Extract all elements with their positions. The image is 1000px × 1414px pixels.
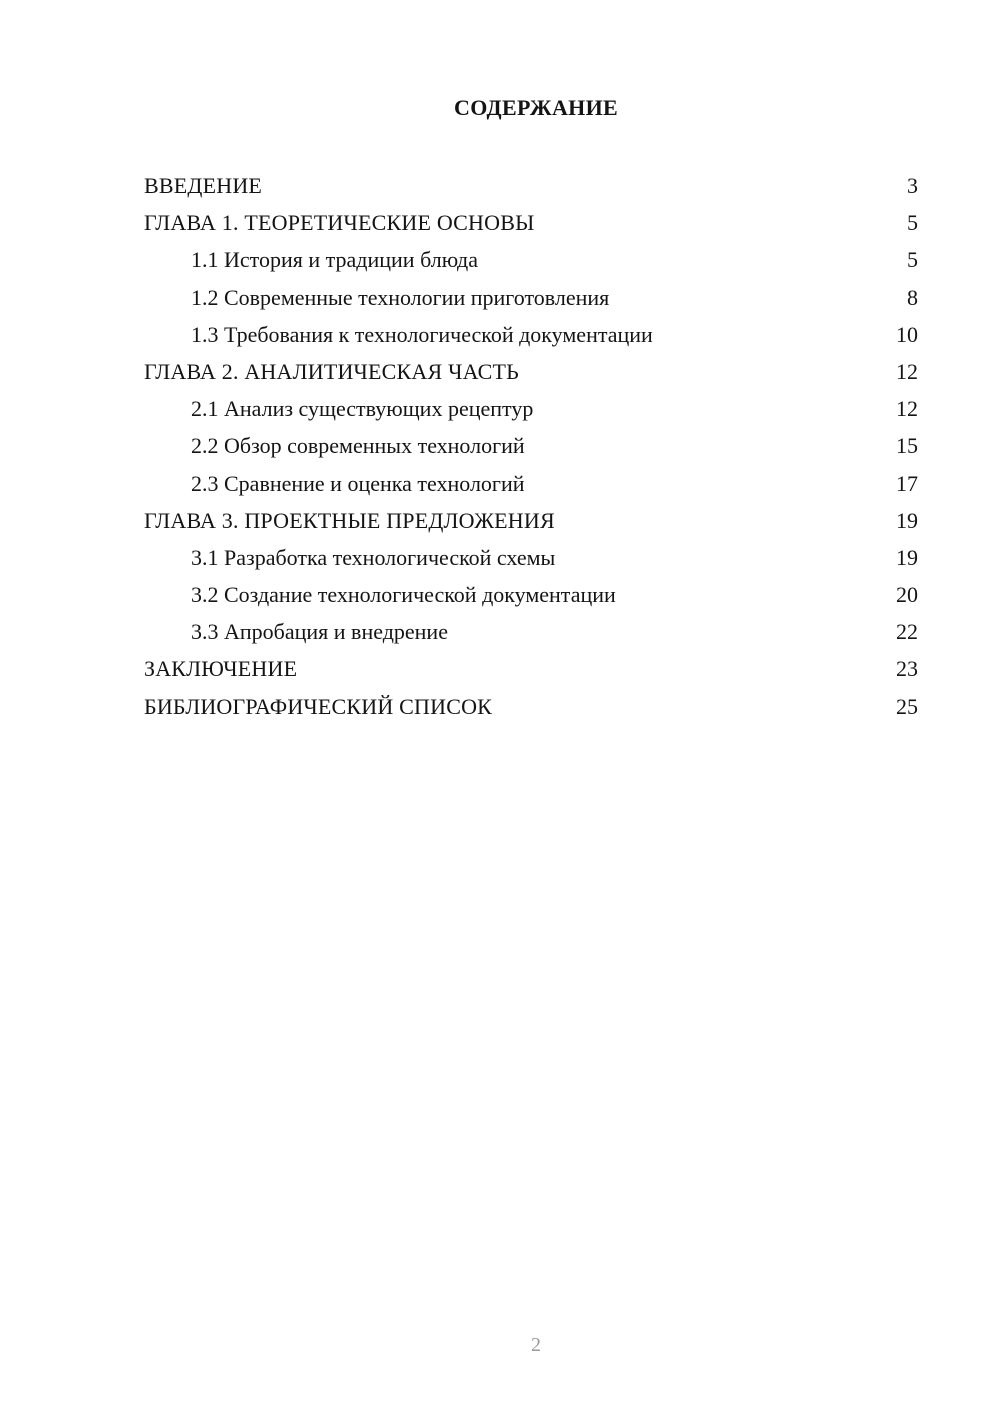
toc-entry-page: 19 — [896, 507, 918, 533]
toc-entry-section-3-2[interactable] — [144, 576, 918, 613]
toc-entry-section-3-3[interactable] — [144, 613, 918, 650]
toc-entry-page: 23 — [896, 656, 918, 682]
toc-entry-text: 3.1 Разработка технологической схемы — [191, 544, 556, 570]
toc-entry-text: 1.2 Современные технологии приготовления — [191, 284, 610, 310]
toc-entry-conclusion[interactable] — [144, 650, 918, 687]
toc-entry-page: 12 — [896, 358, 918, 384]
toc-entry-text: ГЛАВА 2. АНАЛИТИЧЕСКАЯ ЧАСТЬ — [144, 358, 519, 384]
toc-entry-text: 2.3 Сравнение и оценка технологий — [191, 470, 525, 496]
toc-entry-page: 12 — [896, 396, 918, 422]
toc-entry-page: 25 — [896, 693, 918, 719]
toc-entry-text: 2.1 Анализ существующих рецептур — [191, 396, 534, 422]
toc-entry-chapter-2[interactable] — [144, 353, 918, 390]
toc-entry-text: ВВЕДЕНИЕ — [144, 173, 263, 198]
toc-entry-text: 1.1 История и традиции блюда — [191, 247, 478, 273]
toc-entry-text: ЗАКЛЮЧЕНИЕ — [144, 656, 298, 682]
toc-entry-text: ГЛАВА 3. ПРОЕКТНЫЕ ПРЕДЛОЖЕНИЯ — [144, 507, 555, 533]
toc-entry-page: 22 — [896, 619, 918, 645]
toc-entry-section-1-2[interactable] — [144, 279, 918, 316]
toc-entry-section-2-2[interactable] — [144, 427, 918, 464]
toc-entry-section-1-3[interactable] — [144, 316, 918, 353]
toc-entry-page: 17 — [896, 470, 918, 496]
toc-entry-section-2-3[interactable] — [144, 465, 918, 502]
toc-entry-text: 3.2 Создание технологической документации — [191, 582, 616, 608]
toc-entry-chapter-3[interactable] — [144, 502, 918, 539]
toc-entry-bibliography[interactable] — [144, 688, 918, 725]
toc-entry-page: 20 — [896, 582, 918, 608]
toc-entry-text: 3.3 Апробация и внедрение — [191, 619, 448, 645]
toc-entry-section-3-1[interactable] — [144, 539, 918, 576]
page-number: 2 — [531, 1334, 541, 1356]
toc-entry-section-2-1[interactable] — [144, 390, 918, 427]
toc-entry-introduction[interactable] — [144, 167, 918, 204]
toc-entry-page: 10 — [896, 321, 918, 347]
toc-entry-page: 8 — [907, 284, 918, 310]
toc-entry-text: 1.3 Требования к технологической документации — [191, 321, 653, 347]
toc-entry-page: 15 — [896, 433, 918, 459]
toc-entry-page: 3 — [907, 173, 918, 198]
toc-entry-text: БИБЛИОГРАФИЧЕСКИЙ СПИСОК — [144, 693, 493, 719]
toc-entry-text: 2.2 Обзор современных технологий — [191, 433, 525, 459]
toc-entry-section-1-1[interactable] — [144, 241, 918, 278]
toc-entry-page: 5 — [907, 210, 918, 236]
table-of-contents — [144, 167, 918, 725]
toc-entry-page: 19 — [896, 544, 918, 570]
toc-entry-page: 5 — [907, 247, 918, 273]
toc-entry-chapter-1[interactable] — [144, 204, 918, 241]
toc-entry-text: ГЛАВА 1. ТЕОРЕТИЧЕСКИЕ ОСНОВЫ — [144, 210, 535, 236]
page-title: СОДЕРЖАНИЕ — [454, 95, 618, 120]
